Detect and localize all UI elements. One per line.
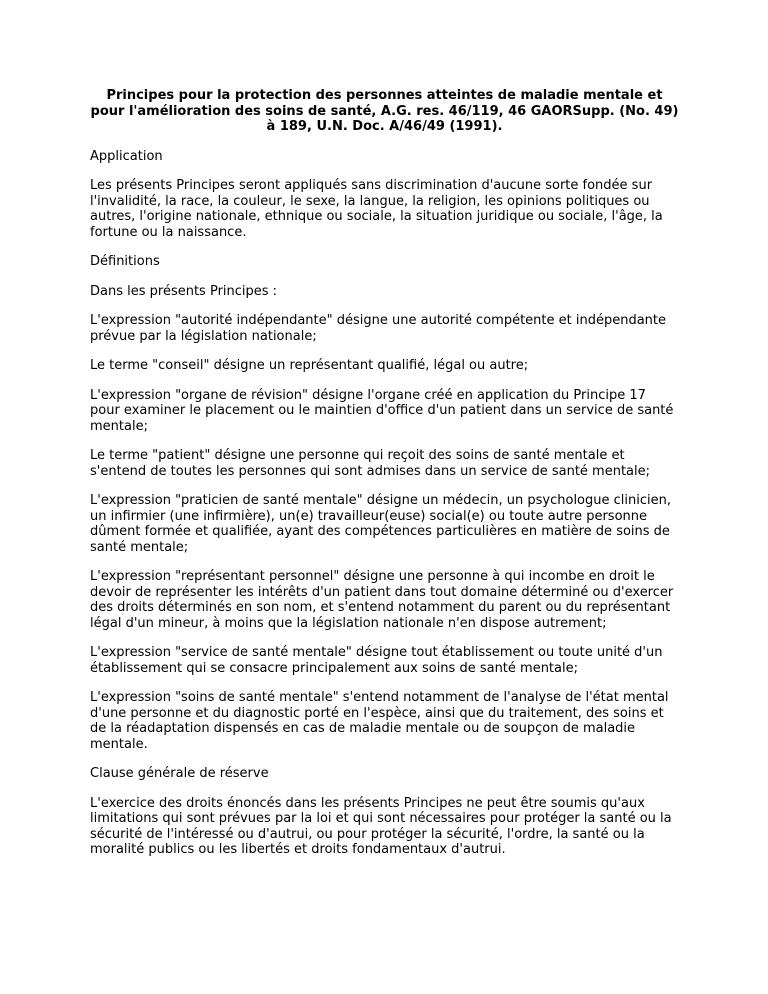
body-paragraph: L'expression "organe de révision" désigne l'organe créé en application du Principe 17 pour examiner le placement ou le maintien d'office d'un patient dans un service de santé mentale;: [90, 387, 674, 434]
body-paragraph: L'expression "praticien de santé mentale" désigne un médecin, un psychologue clinicien, un infirmier (une infirmière), un(e) travailleur(euse) social(e) ou toute autre personne dûment formée et qualifiée, ayant des compétences particulières en matière de soins de santé mentale;: [90, 493, 671, 555]
section-heading: Application: [90, 148, 163, 164]
body-paragraph: L'expression "autorité indépendante" désigne une autorité compétente et indépendante prévue par la législation nationale;: [90, 313, 666, 344]
body-paragraph: L'exercice des droits énoncés dans les présents Principes ne peut être soumis qu'aux limitations qui sont prévues par la loi et qui sont nécessaires pour protéger la santé ou la sécurité de l'intéressé ou d'autrui, ou pour protéger la sécurité, l'ordre, la santé ou la moralité publics ou les libertés et droits fondamentaux d'autrui.: [90, 795, 672, 857]
body-paragraph: Le terme "patient" désigne une personne qui reçoit des soins de santé mentale et s'entend de toutes les personnes qui sont admises dans un service de santé mentale;: [90, 448, 651, 479]
body-paragraph: Dans les présents Principes :: [90, 283, 278, 299]
document-body: [90, 149, 679, 858]
body-paragraph: Les présents Principes seront appliqués sans discrimination d'aucune sorte fondée sur l'invalidité, la race, la couleur, le sexe, la langue, la religion, les opinions politiques ou autres, l'origine nationale, ethnique ou sociale, la situation juridique ou sociale, l'âge, la fortune ou la naissance.: [90, 178, 663, 240]
section-heading: Clause générale de réserve: [90, 766, 269, 781]
document-title: Principes pour la protection des personnes atteintes de maladie mentale et pour l'amélioration des soins de santé, A.G. res. 46/119, 46 GAORSupp. (No. 49) à 189, U.N. Doc. A/46/49 (1991).: [90, 88, 679, 134]
section-heading: Définitions: [90, 254, 160, 269]
body-paragraph: L'expression "représentant personnel" désigne une personne à qui incombe en droit le devoir de représenter les intérêts d'un patient dans tout domaine déterminé ou d'exercer des droits déterminés en son nom, et s'entend notamment du parent ou du représentant légal d'un mineur, à moins que la législation nationale n'en dispose autrement;: [90, 569, 674, 631]
body-paragraph: L'expression "soins de santé mentale" s'entend notamment de l'analyse de l'état mental d'une personne et du diagnostic porté en l'espèce, ainsi que du traitement, des soins et de la réadaptation dispensés en cas de maladie mentale ou de soupçon de maladie mentale.: [90, 690, 669, 752]
body-paragraph: Le terme "conseil" désigne un représentant qualifié, légal ou autre;: [90, 358, 529, 373]
body-paragraph: L'expression "service de santé mentale" désigne tout établissement ou toute unité d'un établissement qui se consacre principalement aux soins de santé mentale;: [90, 645, 663, 676]
